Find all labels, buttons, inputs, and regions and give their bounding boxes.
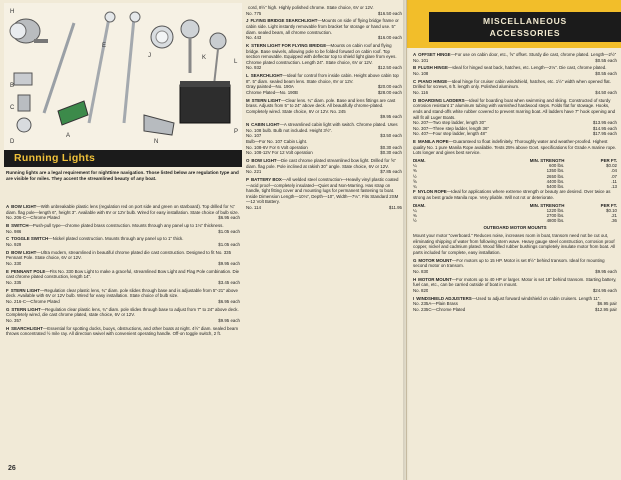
accessories-title-line1: MISCELLANEOUS: [482, 16, 568, 26]
svg-text:H: H: [10, 9, 15, 15]
item-text: —Clear lens. ¾" diam. pole. Base and lens fittings are cast brass. Adjusts from 5" to 24" above deck. All beautifully chrome-plated. Completely wired. State choice, 6V or 12V. No. 245: [246, 97, 396, 114]
table-cell: $0.10: [606, 207, 617, 213]
price-label: No. 108-12V For 12 Volt operation: [246, 150, 313, 156]
table-header: MIN. STRENGTH: [529, 202, 565, 208]
table-cell: ⅜: [413, 213, 417, 219]
table-cell: 2700 lbs.: [546, 213, 565, 219]
table-header: PER FT.: [600, 202, 617, 208]
price-label: No. 330: [6, 260, 22, 266]
item-letter: A: [6, 204, 10, 209]
page-number: 26: [8, 465, 16, 472]
right-page: [407, 0, 621, 480]
item-letter: E: [413, 139, 416, 145]
item-letter: N: [246, 122, 250, 128]
item-text: —Ideal for hinged seat back, hatches, etc. Length—2⅛". Die cast, chrome plated.: [447, 65, 607, 71]
item-letter: B: [413, 65, 417, 71]
item-letter: J: [246, 18, 249, 24]
price-line: [246, 150, 402, 156]
price-value: $3.50 each: [380, 133, 402, 139]
item-title: SEARCHLIGHT: [250, 73, 283, 79]
price-value: $12.95 pair: [595, 306, 617, 312]
price-label: No. 986: [6, 228, 22, 234]
price-label: No. 932: [246, 65, 262, 71]
price-value: $7.85 each: [380, 169, 402, 175]
price-line: [6, 261, 240, 267]
price-label: No. 929: [6, 241, 22, 247]
catalog-item: [246, 177, 402, 211]
item-title: BOW LIGHT: [11, 204, 37, 209]
price-value: $0.55 each: [595, 70, 617, 76]
item-title: CABIN LIGHT: [251, 122, 280, 128]
running-lights-banner: Running Lights: [4, 150, 242, 167]
price-value: $1.05 each: [218, 228, 240, 234]
item-text: —Regulation clear plastic lens, ¾" diam. pole slides through base to adjust from 7" to 24" above deck. Completely wired, die cast chrome plated, state choice, 6V or 12V.: [6, 306, 239, 318]
item-letter: H: [6, 325, 10, 331]
price-line: [6, 318, 240, 324]
price-value: $9.95 each: [218, 260, 240, 266]
svg-text:E: E: [102, 43, 107, 49]
catalog-item: [413, 98, 617, 137]
gutter-shadow: [403, 0, 409, 480]
item-text: —For motors up to 15 HP. Motor is set 8½" behind transom. Ideal for mounting second motor on transom.: [413, 257, 605, 269]
table-cell: ¾: [413, 184, 417, 190]
item-letter: M: [246, 97, 250, 103]
item-text: —Used to adjust forward windshield on cabin cruisers. Length 11".: [471, 295, 601, 301]
price-value: $17.95 each: [592, 131, 617, 137]
price-label: No. 108-6V For 6 Volt operation: [246, 144, 308, 150]
price-line: [413, 71, 617, 77]
catalog-item: [6, 223, 240, 234]
price-value: $9.95 each: [595, 268, 617, 274]
outboard-heading: OUTBOARD MOTOR MOUNTS: [483, 225, 547, 231]
item-text: —Die cast chrome plated streamlined bow light. Drilled for ⅝" diam. flag pole. Pole inclined at rakish 30° angle. State choice, 6V or 12V.: [246, 157, 396, 169]
price-line: [246, 35, 402, 41]
item-letter: D: [413, 97, 417, 103]
item-title: BOARDING LADDERS: [418, 97, 465, 103]
catalog-item: [413, 52, 617, 63]
item-title: MANILA ROPE: [417, 139, 449, 145]
item-letter: D: [6, 249, 10, 255]
svg-text:L: L: [234, 59, 238, 65]
catalog-item: [6, 288, 240, 305]
price-label: No. 116: [413, 89, 429, 95]
table-cell: 1350 lbs.: [546, 168, 565, 174]
item-letter: L: [246, 73, 249, 79]
table-cell: .11: [611, 178, 617, 184]
price-line: [246, 205, 402, 211]
catalog-item: [413, 65, 617, 76]
catalog-item: [6, 250, 240, 267]
price-value: $6.95 pair: [597, 301, 617, 307]
price-line: [413, 90, 617, 96]
price-line: [246, 11, 402, 17]
table-cell: ½: [413, 173, 417, 179]
table-header: DIAM.: [413, 158, 426, 164]
svg-text:K: K: [202, 55, 207, 61]
price-label: No. 107: [246, 133, 262, 139]
item-letter: G: [413, 257, 417, 263]
price-value: $0.30 each: [380, 150, 402, 156]
price-label: No. 235C—Chrome Plated: [413, 306, 466, 312]
item-title: OFFSET HINGE: [418, 52, 451, 57]
price-label: Gray painted—No. 190A: [246, 84, 294, 90]
item-letter: G: [6, 306, 10, 312]
price-label: No. 830: [413, 268, 429, 274]
price-line: [413, 307, 617, 313]
price-label: No. 407—Four step ladder, length 48": [413, 131, 487, 137]
item-nylon-rope: [413, 189, 617, 200]
left-column-2: [246, 5, 402, 213]
item-title: SWITCH: [11, 222, 29, 228]
price-value: $16.50 each: [377, 10, 402, 16]
item-text: —Push-pull type—chrome plated brass construction. Mounts through any panel up to 1⅛" thickness.: [28, 222, 224, 228]
price-value: $16.00 each: [377, 35, 402, 41]
price-value: $6.95 each: [218, 215, 240, 221]
accessories-header: [407, 0, 621, 48]
item-letter: P: [246, 176, 249, 182]
price-value: $9.95 each: [380, 114, 402, 120]
price-label: No. 101: [413, 57, 429, 63]
price-line: [246, 114, 402, 120]
table-header: PER FT.: [600, 158, 617, 164]
table-cell: 1220 lbs.: [546, 207, 565, 213]
catalog-item: [246, 73, 402, 95]
table-cell: .21: [610, 213, 617, 219]
catalog-item: [6, 269, 240, 286]
price-label: No. 820: [413, 287, 429, 293]
catalog-item: [6, 326, 240, 337]
catalog-item: [413, 277, 617, 294]
item-text: —Essential for spotting docks, buoys, obstructions, and other boats at night. 4½" diam. sealed beam throws concentrated ½ mile ray. All direction swivel with convenient operating handle. Off-on toggle switch, 2 ft.: [6, 325, 238, 337]
item-text: —Ideal for control from inside cabin. Height above cabin top 8". 5" diam. sealed beam lens. State choice, 6V or 12V.: [246, 73, 399, 84]
item-text: —For use on cabin door, etc., ⅝" offset. Sturdy die cast, chrome plated. Length—2½": [450, 52, 617, 57]
price-label: No. 335: [6, 279, 22, 285]
table-cell: .36: [610, 218, 617, 224]
svg-text:C: C: [10, 105, 15, 111]
price-line: [246, 65, 402, 71]
price-label: No. 207—Two step ladder, length 30": [413, 120, 486, 126]
item-title: BATTERY BOX: [250, 176, 282, 182]
price-line: [413, 58, 617, 64]
item-title: MOTOR MOUNT: [418, 276, 452, 282]
price-value: $28.00 each: [377, 89, 402, 95]
price-label: No. 775: [246, 10, 262, 16]
accessory-items-1: [413, 52, 617, 156]
item-text: —Ideal for boarding boat when swimming and skiing. Constructed of sturdy corrosion resistant 1" aluminum tubing with varnished hardwood steps. Folds flat for stowage. Hooks, ends and stand-offs white rubber covered to prevent marring boat. All ladders have 7" hook opening and will fit all Luger Boats.: [413, 97, 616, 120]
price-value: $9.95 each: [218, 317, 240, 323]
catalog-item: [246, 122, 402, 156]
item-letter: B: [6, 222, 10, 228]
price-label: Bulb—For No. 107 Cabin Light.: [246, 139, 308, 144]
item-text: —Regulation clear plastic lens, ¾" diam. pole slides through base and is adjustable from 5"-21" above deck. Available with 6V or 12V bulb. Wired for easy installation. State choice of bulb size.: [6, 287, 238, 299]
item-title: MOTOR MOUNT: [418, 257, 452, 263]
price-value: $4.50 each: [595, 89, 617, 95]
svg-text:P: P: [234, 129, 239, 135]
price-value: $3.45 each: [218, 279, 240, 285]
right-column: [413, 52, 617, 315]
item-title: FLUSH HINGE: [418, 65, 448, 71]
table-cell: ⅝: [413, 178, 417, 184]
nylon-rope-table: [413, 203, 617, 224]
item-text: —Guaranteed to float indefinitely. Thoroughly water and weather-proofed. Highest quality No. 1 pure Manila Rope available. Tests 25% above Govt. specifications for Grade A marine rope. Lots longer and gives best service.: [413, 139, 617, 156]
table-cell: $0.02: [606, 163, 617, 169]
item-title: TOGGLE SWITCH: [11, 236, 49, 242]
catalog-item: [413, 139, 617, 156]
item-letter: F: [413, 189, 416, 195]
catalog-item: [246, 18, 402, 40]
accessories-title-box: [429, 12, 621, 42]
table-cell: 4400 lbs.: [546, 178, 565, 184]
item-title: WINDSHIELD ADJUSTERS: [416, 295, 472, 301]
table-cell: .13: [610, 184, 617, 190]
catalog-item: [246, 43, 402, 71]
catalog-item: [413, 79, 617, 96]
item-letter: H: [413, 276, 417, 282]
price-line: [246, 169, 402, 175]
catalog-item: [6, 204, 240, 221]
price-label: No. 114: [246, 204, 262, 210]
table-cell: ⅜: [413, 168, 417, 174]
item-title: STERN LIGHT: [11, 306, 41, 312]
catalog-item: [413, 296, 617, 313]
catalog-item: [246, 98, 402, 120]
price-value: $12.50 each: [377, 65, 402, 71]
item-text: —Fits No. 330 Bow Light to make a graceful, streamlined Bow Light and Flag Pole combination. Die cast chrome plated construction, length 14".: [6, 268, 240, 280]
table-cell: .04: [610, 168, 617, 174]
price-label: No. 108: [413, 70, 429, 76]
item-text: —Ultra modern, streamlined in beautiful chrome plated die cast construction. Designed to fit No. 335 Pennant Pole. State choice, 6V or 12V.: [6, 249, 232, 261]
price-label: No. 216-C—Chrome Plated: [6, 298, 60, 304]
item-text: —Mounts on side of flying bridge frame or cabin side. Light instantly removable from bracket for storage or hand use. 5" diam. sealed beam, all chrome construction.: [246, 18, 399, 35]
table-cell: ¼: [413, 163, 417, 169]
running-lights-illustration: [4, 3, 242, 151]
price-line: [246, 90, 402, 96]
item-letter: O: [246, 157, 250, 163]
item-letter: K: [246, 42, 250, 48]
price-label: No. 307—Three step ladder, length 36": [413, 125, 490, 131]
price-line: [6, 242, 240, 248]
accessories-title-line2: ACCESSORIES: [489, 28, 561, 38]
price-line: [413, 131, 617, 137]
svg-text:D: D: [10, 139, 15, 145]
price-value: $0.30 each: [380, 144, 402, 150]
price-label: No. 206-C—Chrome Plated: [6, 215, 60, 221]
price-label: Chrome Plated—No. 190B: [246, 89, 298, 95]
price-value: $1.05 each: [218, 241, 240, 247]
item-letter: F: [6, 287, 9, 293]
table-cell: 4800 lbs.: [546, 218, 565, 224]
left-column-1: [6, 204, 240, 339]
price-line: [6, 229, 240, 235]
catalog-item: [6, 236, 240, 247]
price-label: No. 357: [6, 317, 22, 323]
item-title: SEARCHLIGHT: [11, 325, 43, 331]
catalog-item: [246, 5, 402, 16]
item-text: —Nickel plated construction. Mounts through any panel up to 1" thick.: [48, 236, 184, 242]
table-row: [413, 218, 617, 223]
price-value: $14.95 each: [592, 125, 617, 131]
item-letter: C: [6, 236, 10, 242]
price-line: [413, 288, 617, 294]
accessory-items-2: [413, 258, 617, 313]
table-header: DIAM.: [413, 202, 426, 208]
price-value: $24.95 each: [592, 287, 617, 293]
manila-rope-table: [413, 158, 617, 189]
item-title: FLYING BRIDGE SEARCHLIGHT: [250, 18, 318, 24]
svg-text:N: N: [154, 139, 159, 145]
catalog-item: [6, 307, 240, 324]
price-label: No. 235A—Plain Brass: [413, 301, 458, 307]
item-letter: A: [413, 52, 417, 57]
item-title: STERN LIGHT: [10, 287, 40, 293]
svg-text:A: A: [66, 133, 71, 139]
price-label: No. 443: [246, 35, 262, 41]
item-title: BOW LIGHT: [251, 157, 277, 163]
item-title: PENNANT POLE: [10, 268, 46, 274]
running-lights-photo: [4, 3, 242, 151]
item-text: —With unbreakable plastic lens (regulation red on port side and green on starboard). Top drilled for ¾" diam. flag pole—length 6", height 3". Available with 6V or 12V bulb. Wired for easy installation. State choice of bulb size.: [6, 204, 239, 215]
price-value: $11.95: [388, 204, 402, 210]
item-letter: C: [413, 78, 417, 84]
table-header: MIN. STRENGTH: [529, 158, 565, 164]
table-cell: ½: [413, 218, 417, 224]
price-line: [6, 280, 240, 286]
item-text: cord, 8½" high. Highly polished chrome. State choice, 6V or 12V.: [248, 5, 374, 10]
item-text: —A streamlined cabin light with switch. Chrome plated. Uses No. 108 bulb. Bulb not included. Height 3½".: [246, 122, 398, 133]
table-cell: ¼: [413, 207, 417, 213]
price-value: $20.00 each: [377, 84, 402, 90]
item-title: PIANO HINGE: [418, 78, 448, 84]
item-title: STERN LIGHT: [251, 97, 281, 103]
catalog-item: [246, 158, 402, 175]
table-cell: 5400 lbs.: [546, 184, 565, 190]
item-letter: E: [6, 268, 9, 274]
svg-text:B: B: [10, 83, 15, 89]
price-value: $0.55 each: [595, 57, 617, 63]
item-title: NYLON ROPE: [417, 189, 447, 195]
item-text: —Mounts on cabin roof and flying bridge. Base swivels, allowing pole to be folded forward on cabin roof. Top section removable. Equipped with deflector top to shield light glare from eyes. Chrome plated construction. Length 24". State choice, 6V or 12V.: [246, 42, 397, 65]
svg-text:J: J: [148, 53, 151, 59]
table-cell: 600 lbs.: [549, 163, 565, 169]
item-text: —Ideal for applications where extreme strength or beauty are desired. Over twice as strong as best grade Manila rope. Very pliable. Will not rot or deteriorate.: [413, 189, 611, 200]
table-cell: .07: [610, 173, 617, 179]
item-text: —All welded steel construction—Heavily vinyl plastic coated—acid proof—completely insulated—Quiet and Non-Marring. Has strap on handle, tight fitting cover and mounting lugs for permanent fastening to boat. Inside Dimension Length—10⅛", Depth—10", Width—7⅛". Fits Standard 2SM—12 Volt Battery.: [246, 176, 399, 205]
catalog-item: [413, 258, 617, 275]
price-value: $6.95 each: [218, 298, 240, 304]
item-text: —For motors up to 40 HP or larger. Motor is set 18" behind transom. Starting battery, fuel can, etc., can be carried outside of boat in mount.: [413, 276, 617, 288]
item-title: BOW LIGHT: [11, 249, 37, 255]
price-value: $13.95 each: [592, 120, 617, 126]
item-text: —Ideal hinge for cruiser cabin windshield, hatches, etc. 1½" width when opened flat. Drilled for screws, 6 ft. length only. Polished aluminum.: [413, 78, 611, 90]
price-line: [413, 269, 617, 275]
item-title: STERN LIGHT FOR FLYING BRIDGE: [251, 42, 327, 48]
price-label: No. 221: [246, 169, 262, 175]
running-lights-intro: Running lights are a legal requirement for nighttime navigation. Those listed below are regulation type and are visible for miles. They accent the streamlined beauty of any boat.: [6, 170, 239, 181]
price-line: [6, 215, 240, 221]
price-line: [6, 299, 240, 305]
outboard-intro: Mount your motor "overboard." Reduces noise, increases room in boat, transom need not be cut out, eliminating shipping of water from following stern wave. Heavy gauge steel construction, corrosion proof copper, nickel and cadmium plated. Wood filled rubber bushings completely insulate motor from boat. All parts included for complete, easy installation.: [413, 233, 616, 255]
item-letter: I: [413, 295, 415, 301]
table-cell: 2650 lbs.: [546, 173, 565, 179]
